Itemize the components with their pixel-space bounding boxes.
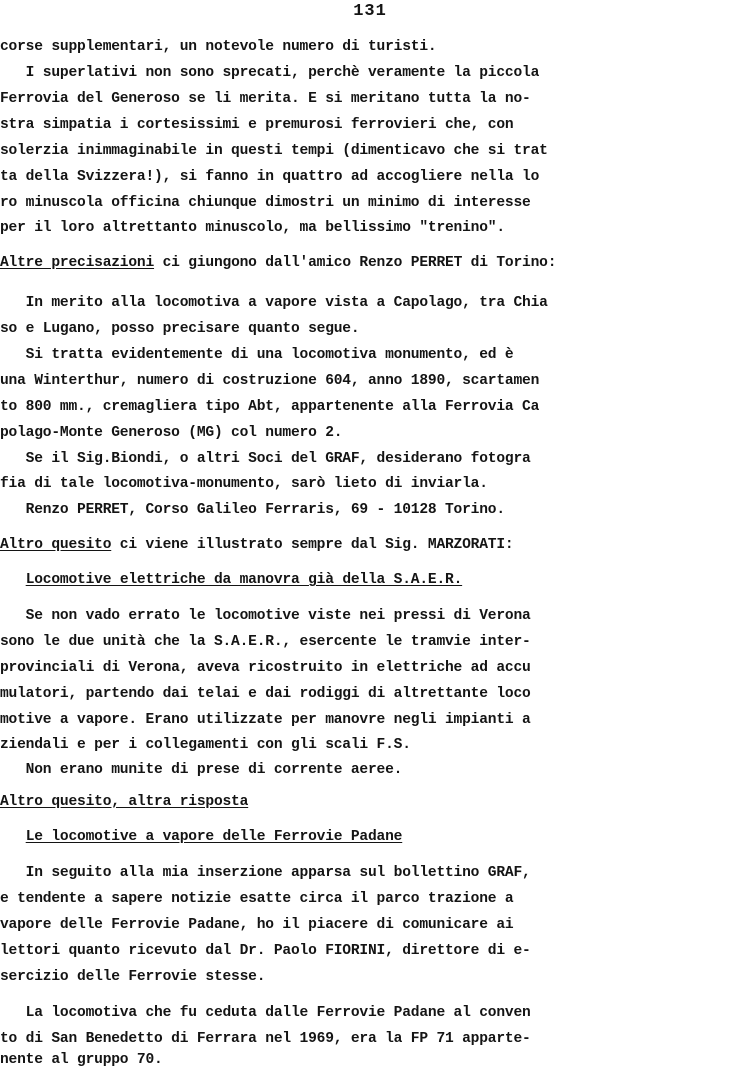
text-line: In seguito alla mia inserzione apparsa sul bollettino GRAF, bbox=[0, 865, 531, 881]
subsection-heading bbox=[0, 570, 462, 590]
page-number: 131 bbox=[353, 2, 387, 21]
section-heading bbox=[0, 253, 556, 273]
section-heading bbox=[0, 792, 248, 812]
section-heading-underlined: Altro quesito, altra risposta bbox=[0, 794, 249, 810]
text-line: sono le due unità che la S.A.E.R., esercente le tramvie inter- bbox=[0, 634, 531, 650]
section-heading-underlined: Altro quesito bbox=[0, 537, 112, 553]
text-line: ro minuscola officina chiunque dimostri un minimo di interesse bbox=[0, 195, 531, 211]
text-line: I superlativi non sono sprecati, perchè veramente la piccola bbox=[0, 65, 540, 81]
text-line: e tendente a sapere notizie esatte circa il parco trazione a bbox=[0, 891, 514, 907]
text-line: fia di tale locomotiva-monumento, sarò lieto di inviarla. bbox=[0, 476, 488, 492]
section-heading-rest: ci viene illustrato sempre dal Sig. MARZORATI: bbox=[111, 537, 514, 553]
text-line: lettori quanto ricevuto dal Dr. Paolo FIORINI, direttore di e- bbox=[0, 943, 531, 959]
text-line: nente al gruppo 70. bbox=[0, 1052, 163, 1068]
text-line: vapore delle Ferrovie Padane, ho il piacere di comunicare ai bbox=[0, 917, 514, 933]
text-line: La locomotiva che fu ceduta dalle Ferrovie Padane al conven bbox=[0, 1005, 531, 1021]
text-line: so e Lugano, posso precisare quanto segue. bbox=[0, 321, 360, 337]
text-line: Se non vado errato le locomotive viste nei pressi di Verona bbox=[0, 608, 531, 624]
text-line: corse supplementari, un notevole numero di turisti. bbox=[0, 39, 437, 55]
text-line: Renzo PERRET, Corso Galileo Ferraris, 69 - 10128 Torino. bbox=[0, 502, 505, 518]
subsection-heading-text: Locomotive elettriche da manovra già della S.A.E.R. bbox=[25, 572, 463, 588]
text-line: una Winterthur, numero di costruzione 604, anno 1890, scartamen bbox=[0, 373, 540, 389]
text-line: mulatori, partendo dai telai e dai rodiggi di altrettante loco bbox=[0, 686, 531, 702]
text-line: ta della Svizzera!), si fanno in quattro ad accogliere nella lo bbox=[0, 169, 540, 185]
text-line: Si tratta evidentemente di una locomotiva monumento, ed è bbox=[0, 347, 514, 363]
subsection-heading-text: Le locomotive a vapore delle Ferrovie Padane bbox=[25, 829, 403, 845]
section-heading-rest: ci giungono dall'amico Renzo PERRET di Torino: bbox=[154, 255, 557, 271]
text-line: Ferrovia del Generoso se li merita. E si meritano tutta la no- bbox=[0, 91, 531, 107]
subsection-heading bbox=[0, 827, 402, 847]
text-line: ziendali e per i collegamenti con gli scali F.S. bbox=[0, 737, 411, 753]
text-line: to di San Benedetto di Ferrara nel 1969, era la FP 71 apparte- bbox=[0, 1031, 531, 1047]
text-line: sercizio delle Ferrovie stesse. bbox=[0, 969, 266, 985]
section-heading-underlined: Altre precisazioni bbox=[0, 255, 155, 271]
section-heading bbox=[0, 535, 513, 555]
text-line: motive a vapore. Erano utilizzate per manovre negli impianti a bbox=[0, 712, 531, 728]
text-line: polago-Monte Generoso (MG) col numero 2. bbox=[0, 425, 343, 441]
text-line: stra simpatia i cortesissimi e premurosi ferrovieri che, con bbox=[0, 117, 514, 133]
text-line: Non erano munite di prese di corrente aeree. bbox=[0, 762, 403, 778]
text-line: solerzia inimmaginabile in questi tempi (dimenticavo che si trat bbox=[0, 143, 548, 159]
text-line: In merito alla locomotiva a vapore vista a Capolago, tra Chia bbox=[0, 295, 548, 311]
text-line: provinciali di Verona, aveva ricostruito in elettriche ad accu bbox=[0, 660, 531, 676]
text-line: per il loro altrettanto minuscolo, ma bellissimo "trenino". bbox=[0, 220, 505, 236]
text-line: to 800 mm., cremagliera tipo Abt, appartenente alla Ferrovia Ca bbox=[0, 399, 540, 415]
text-line: Se il Sig.Biondi, o altri Soci del GRAF, desiderano fotogra bbox=[0, 451, 531, 467]
